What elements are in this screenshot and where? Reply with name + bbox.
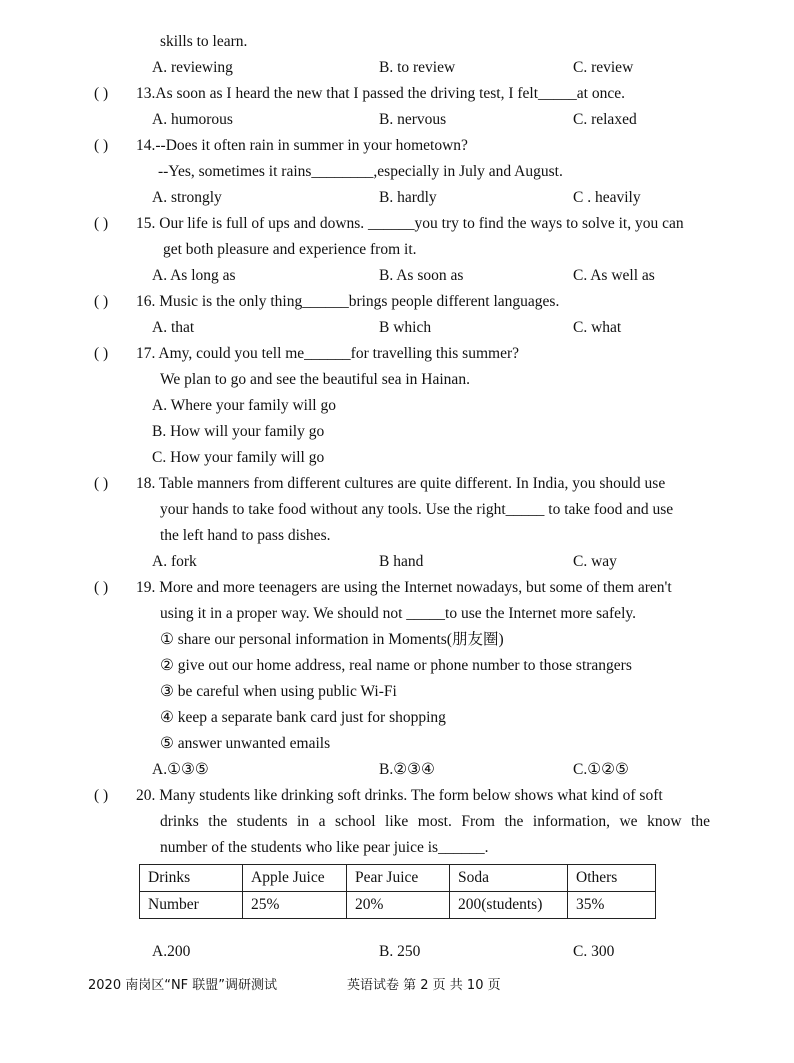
footer-page-number: 英语试卷 第 2 页 共 10 页 — [347, 978, 501, 993]
table-cell: 20% — [347, 892, 450, 919]
q15-option-b: B. As soon as — [379, 267, 464, 284]
table-cell: Soda — [450, 865, 568, 892]
q18-stem-line2: your hands to take food without any tools. Use the right_____ to take food and use — [160, 501, 674, 518]
table-cell: 25% — [243, 892, 347, 919]
q19-item-1: ① share our personal information in Moments(朋友圈) — [160, 631, 504, 648]
table-cell: Pear Juice — [347, 865, 450, 892]
q16-stem: 16. Music is the only thing______brings people different languages. — [136, 293, 560, 310]
table-header-row — [140, 865, 656, 892]
q19-stem: 19. More and more teenagers are using the Internet nowadays, but some of them aren't — [136, 579, 672, 596]
q20-stem-line2: drinks the students in a school like most. From the information, we know the — [160, 813, 710, 830]
q12-option-b: B. to review — [379, 59, 456, 76]
q18-option-c: C. way — [573, 553, 617, 570]
q20-option-a: A.200 — [152, 943, 191, 960]
q13-option-a: A. humorous — [152, 111, 233, 128]
q19-item-4: ④ keep a separate bank card just for shopping — [160, 709, 446, 726]
table-cell: Apple Juice — [243, 865, 347, 892]
q17-stem-line2: We plan to go and see the beautiful sea in Hainan. — [160, 371, 470, 388]
drinks-table — [139, 864, 656, 919]
q12-option-a: A. reviewing — [152, 59, 233, 76]
q17-option-a: A. Where your family will go — [152, 397, 336, 414]
q18-stem: 18. Table manners from different cultures are quite different. In India, you should use — [136, 475, 666, 492]
q17-stem: 17. Amy, could you tell me______for travelling this summer? — [136, 345, 519, 362]
q20-stem: 20. Many students like drinking soft drinks. The form below shows what kind of soft — [136, 787, 663, 804]
table-cell: 35% — [568, 892, 656, 919]
q16-answer-paren[interactable]: ( ) — [94, 293, 109, 310]
q14-stem: 14.--Does it often rain in summer in your hometown? — [136, 137, 468, 154]
table-cell: Number — [140, 892, 243, 919]
q19-item-5: ⑤ answer unwanted emails — [160, 735, 331, 752]
q17-option-c: C. How your family will go — [152, 449, 325, 466]
q18-answer-paren[interactable]: ( ) — [94, 475, 109, 492]
q15-answer-paren[interactable]: ( ) — [94, 215, 109, 232]
q15-option-c: C. As well as — [573, 267, 655, 284]
q18-stem-line3: the left hand to pass dishes. — [160, 527, 331, 544]
q20-answer-paren[interactable]: ( ) — [94, 787, 109, 804]
q16-option-c: C. what — [573, 319, 622, 336]
q20-stem-line3: number of the students who like pear juice is______. — [160, 839, 489, 856]
q13-option-c: C. relaxed — [573, 111, 637, 128]
q12-option-c: C. review — [573, 59, 634, 76]
q17-answer-paren[interactable]: ( ) — [94, 345, 109, 362]
q14-answer-paren[interactable]: ( ) — [94, 137, 109, 154]
q16-option-b: B which — [379, 319, 432, 336]
q13-answer-paren[interactable]: ( ) — [94, 85, 109, 102]
table-row — [140, 892, 656, 919]
q19-item-3: ③ be careful when using public Wi-Fi — [160, 683, 397, 700]
table-cell: Others — [568, 865, 656, 892]
q19-item-2: ② give out our home address, real name or phone number to those strangers — [160, 657, 632, 674]
q20-option-c: C. 300 — [573, 943, 615, 960]
q19-option-c: C.①②⑤ — [573, 761, 629, 778]
table-cell: Drinks — [140, 865, 243, 892]
table-cell: 200(students) — [450, 892, 568, 919]
q15-stem: 15. Our life is full of ups and downs. ______you try to find the ways to solve it, you can — [136, 215, 684, 232]
q19-option-b: B.②③④ — [379, 761, 435, 778]
q15-stem-line2: get both pleasure and experience from it. — [163, 241, 417, 258]
q14-option-b: B. hardly — [379, 189, 437, 206]
q14-option-a: A. strongly — [152, 189, 222, 206]
q17-option-b: B. How will your family go — [152, 423, 325, 440]
q19-stem-line2: using it in a proper way. We should not _____to use the Internet more safely. — [160, 605, 636, 622]
q15-option-a: A. As long as — [152, 267, 236, 284]
q20-option-b: B. 250 — [379, 943, 421, 960]
q16-option-a: A. that — [152, 319, 195, 336]
q18-option-a: A. fork — [152, 553, 197, 570]
footer-exam-name: 2020 南岗区“NF 联盟”调研测试 — [88, 978, 278, 993]
q19-answer-paren[interactable]: ( ) — [94, 579, 109, 596]
q18-option-b: B hand — [379, 553, 424, 570]
q14-stem-line2: --Yes, sometimes it rains________,especially in July and August. — [158, 163, 563, 180]
q13-stem: 13.As soon as I heard the new that I passed the driving test, I felt_____at once. — [136, 85, 625, 102]
q14-option-c: C . heavily — [573, 189, 641, 206]
q13-option-b: B. nervous — [379, 111, 447, 128]
q12-stem-tail: skills to learn. — [160, 33, 248, 50]
q19-option-a: A.①③⑤ — [152, 761, 209, 778]
